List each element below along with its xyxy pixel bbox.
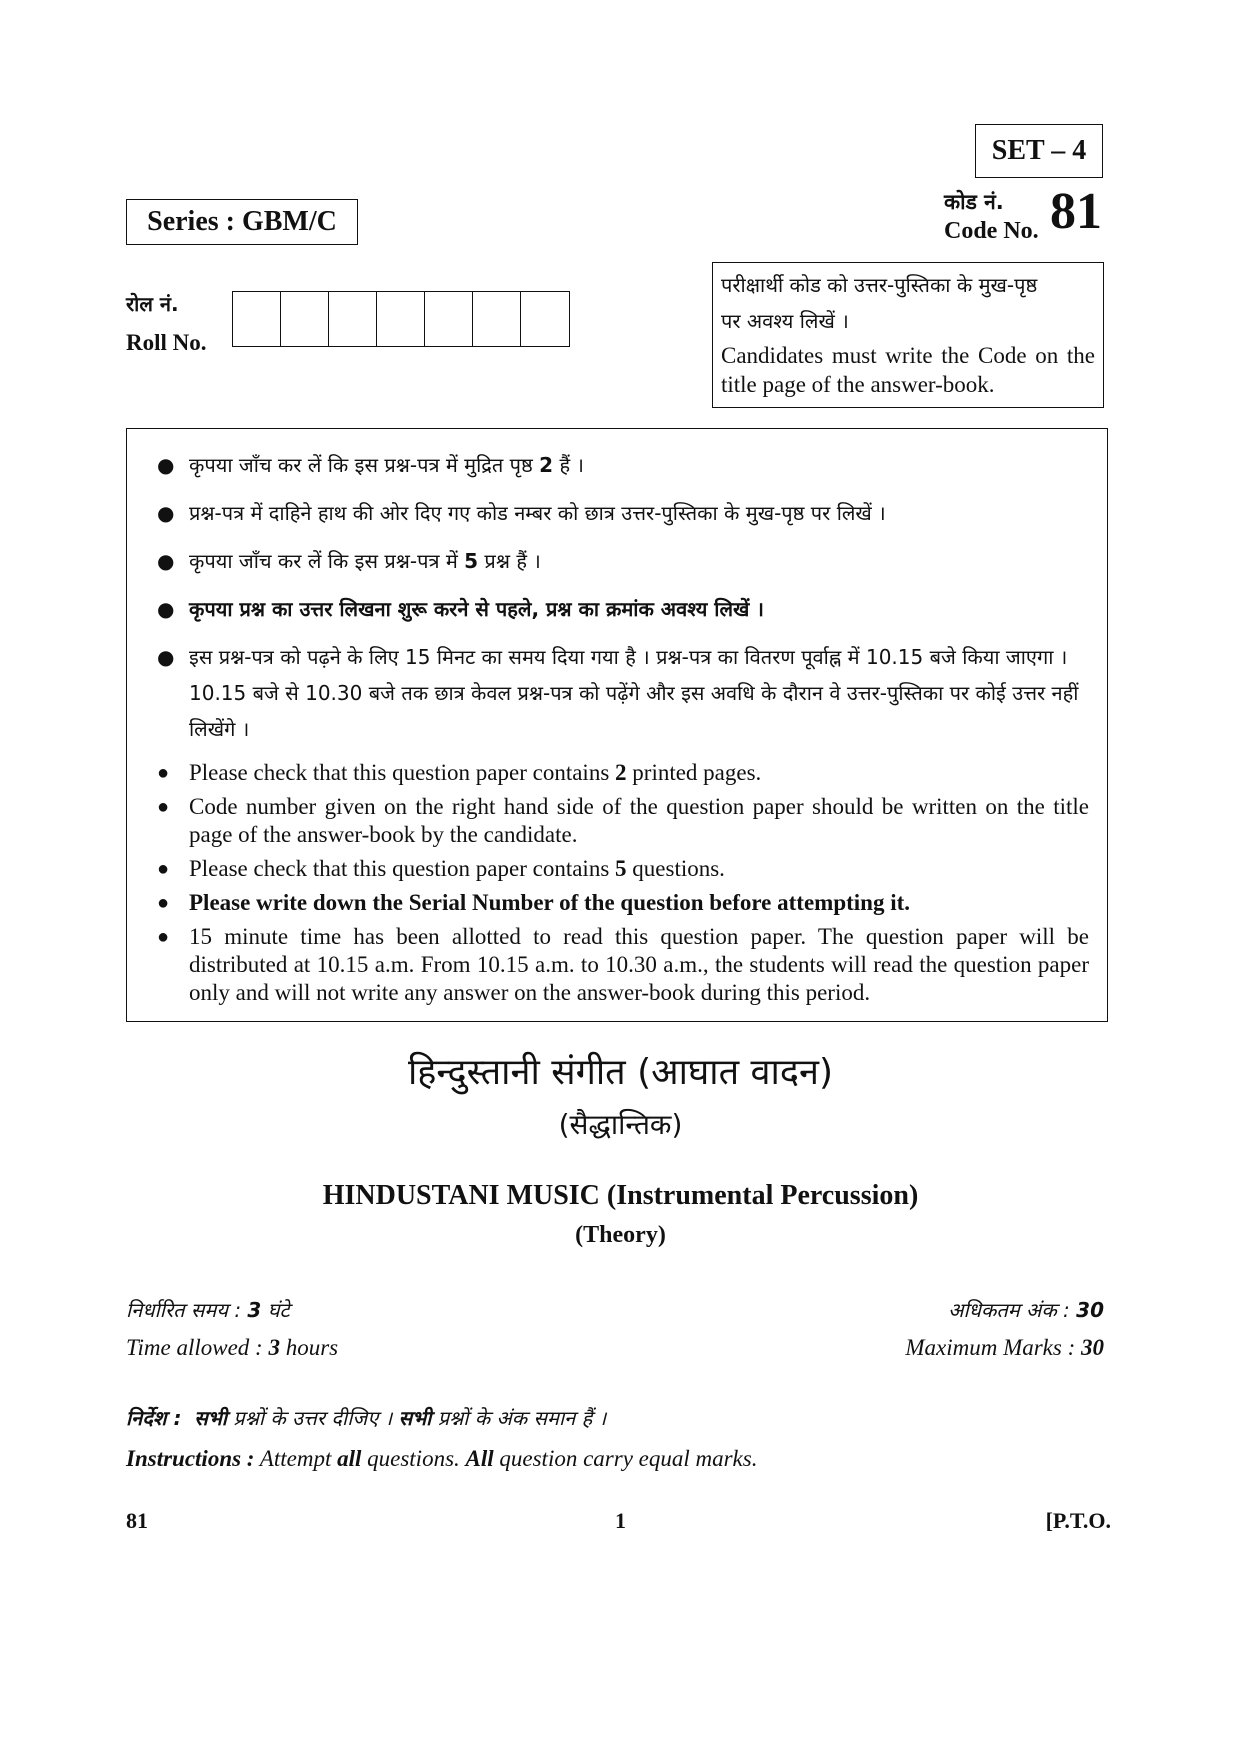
subject-subtitle-hindi: (सैद्धान्तिक) — [558, 1108, 683, 1141]
subject-title-english: HINDUSTANI MUSIC (Instrumental Percussion) — [322, 1180, 919, 1211]
set-label-box — [975, 124, 1103, 178]
roll-number-cell[interactable] — [329, 292, 377, 346]
directions-english: Instructions : Attempt all questions. All question carry equal marks. — [126, 1446, 758, 1471]
footer-pto: [P.T.O. — [1045, 1508, 1111, 1533]
footer-code: 81 — [126, 1508, 148, 1533]
series-label: Series : GBM/C — [147, 206, 337, 237]
candidate-code-note — [712, 262, 1104, 408]
maximum-marks-hindi: अधिकतम अंक : 30 — [948, 1298, 1104, 1322]
note-hindi-line-2: पर अवश्य लिखें । — [721, 309, 849, 333]
bullet-icon: ● — [157, 597, 175, 621]
bullet-icon: ● — [157, 645, 175, 669]
time-allowed-hindi: निर्धारित समय : 3 घंटे — [126, 1298, 290, 1322]
roll-label-hindi: रोल नं. — [126, 292, 179, 316]
maximum-marks-english: Maximum Marks : 30 — [905, 1335, 1104, 1360]
code-label-hindi: कोड नं. — [944, 190, 1004, 214]
instruction-english-5: ● 15 minute time has been allotted to read this question paper. The question paper will be distributed at 10.15 a.m. From 10.15 a.m. to 10.30 a.m., the students will read the question paper only and will not write any answer on the answer-book during this period. — [157, 924, 1089, 1005]
roll-number-cell[interactable] — [473, 292, 521, 346]
instruction-hindi-3: ● कृपया जाँच कर लें कि इस प्रश्न-पत्र में 5 प्रश्न हैं । — [153, 543, 1089, 579]
code-label-english: Code No. — [944, 218, 1039, 244]
bullet-icon: ● — [157, 796, 170, 818]
note-english: Candidates must write the Code on the title page of the answer-book. — [721, 343, 1095, 397]
bullet-icon: ● — [157, 892, 170, 914]
roll-number-cell[interactable] — [521, 292, 569, 346]
instruction-hindi-2: ● प्रश्न-पत्र में दाहिने हाथ की ओर दिए गए कोड नम्बर को छात्र उत्तर-पुस्तिका के मुख-पृष्ठ पर लिखें । — [153, 495, 1089, 531]
subject-title-hindi: हिन्दुस्तानी संगीत (आघात वादन) — [407, 1052, 834, 1093]
general-instructions-box — [126, 428, 1108, 1022]
roll-number-cell[interactable] — [377, 292, 425, 346]
footer-page-number: 1 — [615, 1508, 626, 1533]
instruction-english-4: ● Please write down the Serial Number of the question before attempting it. — [157, 890, 911, 915]
instructions-list — [153, 447, 1089, 1007]
instruction-hindi-5: ● इस प्रश्न-पत्र को पढ़ने के लिए 15 मिनट का समय दिया गया है । प्रश्न-पत्र का वितरण पूर्वाह्न में 10.15 बजे किया जाएगा । 10.15 बजे से 10.30 बजे तक छात्र केवल प्रश्न-पत्र को पढ़ेंगे और इस अवधि के दौरान वे उत्तर-पुस्तिका पर कोई उत्तर नहीं लिखेंगे । — [153, 639, 1089, 747]
bullet-icon: ● — [157, 453, 175, 477]
series-box — [126, 199, 358, 245]
directions-hindi: निर्देश : सभी प्रश्नों के उत्तर दीजिए । सभी प्रश्नों के अंक समान हैं । — [126, 1406, 607, 1430]
instruction-hindi-1: ● कृपया जाँच कर लें कि इस प्रश्न-पत्र में मुद्रित पृष्ठ 2 हैं । — [153, 447, 1089, 483]
instruction-english-3: ● Please check that this question paper contains 5 questions. — [157, 856, 725, 881]
code-number: 81 — [1050, 183, 1102, 240]
note-hindi-line-1: परीक्षार्थी कोड को उत्तर-पुस्तिका के मुख-पृष्ठ — [721, 273, 1038, 297]
roll-number-cell[interactable] — [425, 292, 473, 346]
roll-number-cell[interactable] — [281, 292, 329, 346]
instruction-english-1: ● Please check that this question paper contains 2 printed pages. — [157, 760, 762, 785]
roll-number-cell[interactable] — [233, 292, 281, 346]
subject-subtitle-english: (Theory) — [575, 1222, 666, 1248]
roll-number-grid[interactable] — [232, 291, 570, 347]
bullet-icon: ● — [157, 549, 175, 573]
bullet-icon: ● — [157, 762, 170, 784]
set-label: SET – 4 — [991, 135, 1087, 166]
time-allowed-english: Time allowed : 3 hours — [126, 1335, 339, 1360]
roll-label-english: Roll No. — [126, 330, 207, 355]
bullet-icon: ● — [157, 501, 175, 525]
bullet-icon: ● — [157, 858, 170, 880]
instruction-english-2: ● Code number given on the right hand side of the question paper should be written on the title page of the answer-book by the candidate. — [157, 794, 1089, 847]
instruction-hindi-4: ● कृपया प्रश्न का उत्तर लिखना शुरू करने से पहले, प्रश्न का क्रमांक अवश्य लिखें । — [153, 591, 1089, 627]
bullet-icon: ● — [157, 926, 170, 948]
